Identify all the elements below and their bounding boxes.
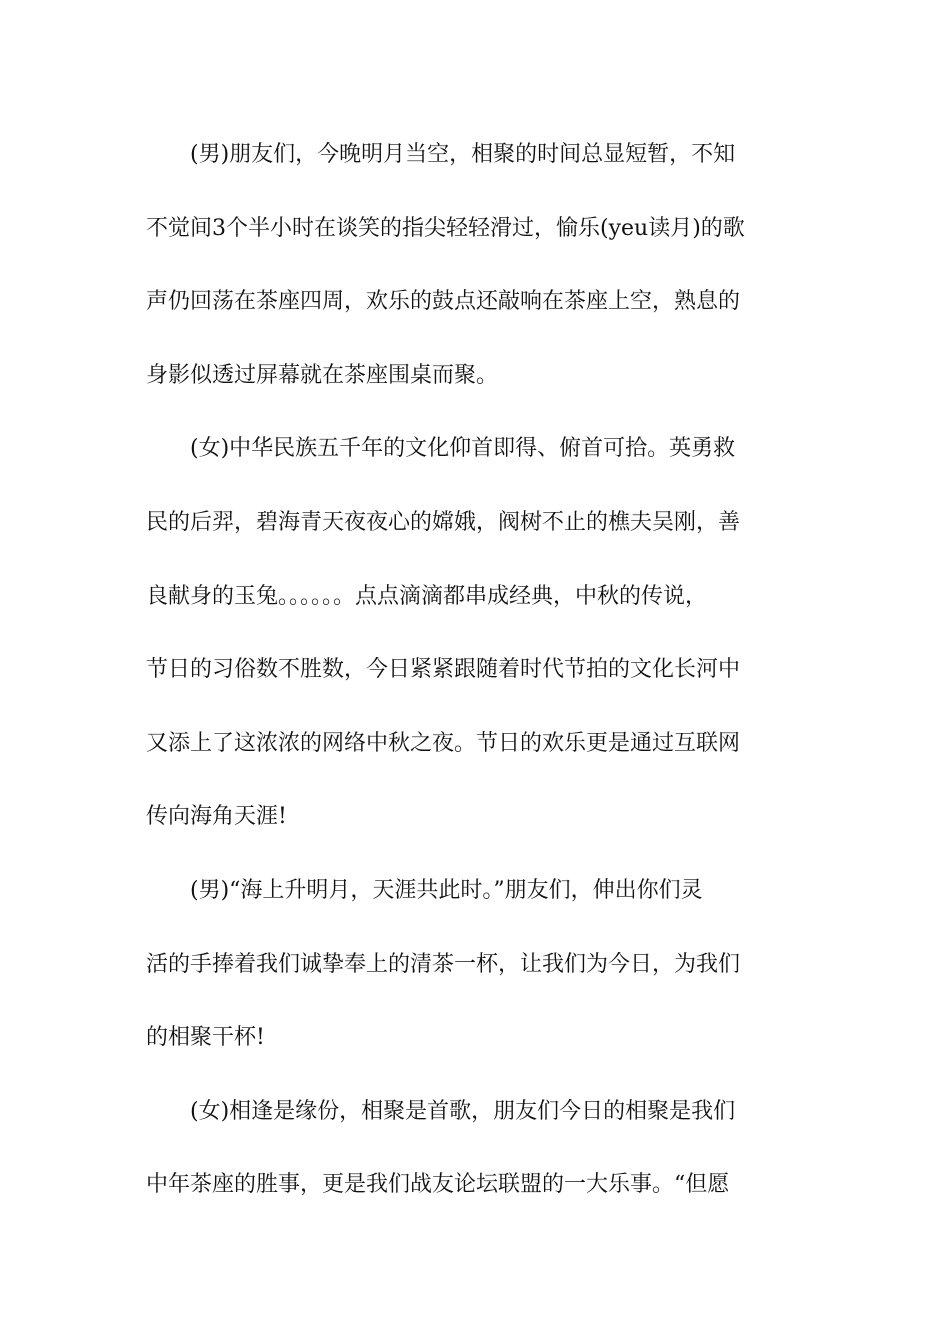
text-line: (男)朋友们，今晚明月当空，相聚的时间总显短暂，不知 <box>190 142 736 167</box>
text-line: (女)中华民族五千年的文化仰首即得、俯首可拾。英勇救 <box>190 436 736 462</box>
text-line: (女)相逢是缘份，相聚是首歌，朋友们今日的相聚是我们 <box>190 1098 736 1124</box>
text-line: 良献身的玉兔。。。。。。点点滴滴都串成经典，中秋的传说， <box>146 583 708 609</box>
text-line: 声仍回荡在茶座四周，欢乐的鼓点还敲响在茶座上空，熟息的 <box>146 289 741 315</box>
text-line: 又添上了这浓浓的网络中秋之夜。节日的欢乐更是通过互联网 <box>146 730 741 756</box>
paragraph-female-2 <box>146 1075 816 1222</box>
text-line: (男)“海上升明月，天涯共此时。”朋友们，伸出你们灵 <box>190 877 703 903</box>
paragraph-male-2 <box>146 854 816 1075</box>
text-line: 民的后羿，碧海青天夜夜心的嫦娥，阀树不止的樵夫吴刚，善 <box>146 509 741 535</box>
text-line: 的相聚干杯! <box>146 1025 265 1051</box>
text-line: 不觉间3个半小时在谈笑的指尖轻轻滑过，愉乐(yeu读月)的歌 <box>146 215 745 241</box>
paragraph-female-1 <box>146 412 816 854</box>
text-line: 活的手捧着我们诚挚奉上的清茶一杯，让我们为今日，为我们 <box>146 951 741 977</box>
text-line: 传向海角天涯! <box>146 804 287 830</box>
paragraph-male-1 <box>146 118 816 412</box>
text-line: 节日的习俗数不胜数，今日紧紧跟随着时代节拍的文化长河中 <box>146 657 741 683</box>
document-body <box>146 118 816 1222</box>
text-line: 身影似透过屏幕就在茶座围桌而聚。 <box>146 362 499 388</box>
text-line: 中年茶座的胜事，更是我们战友论坛联盟的一大乐事。“但愿 <box>146 1172 730 1198</box>
